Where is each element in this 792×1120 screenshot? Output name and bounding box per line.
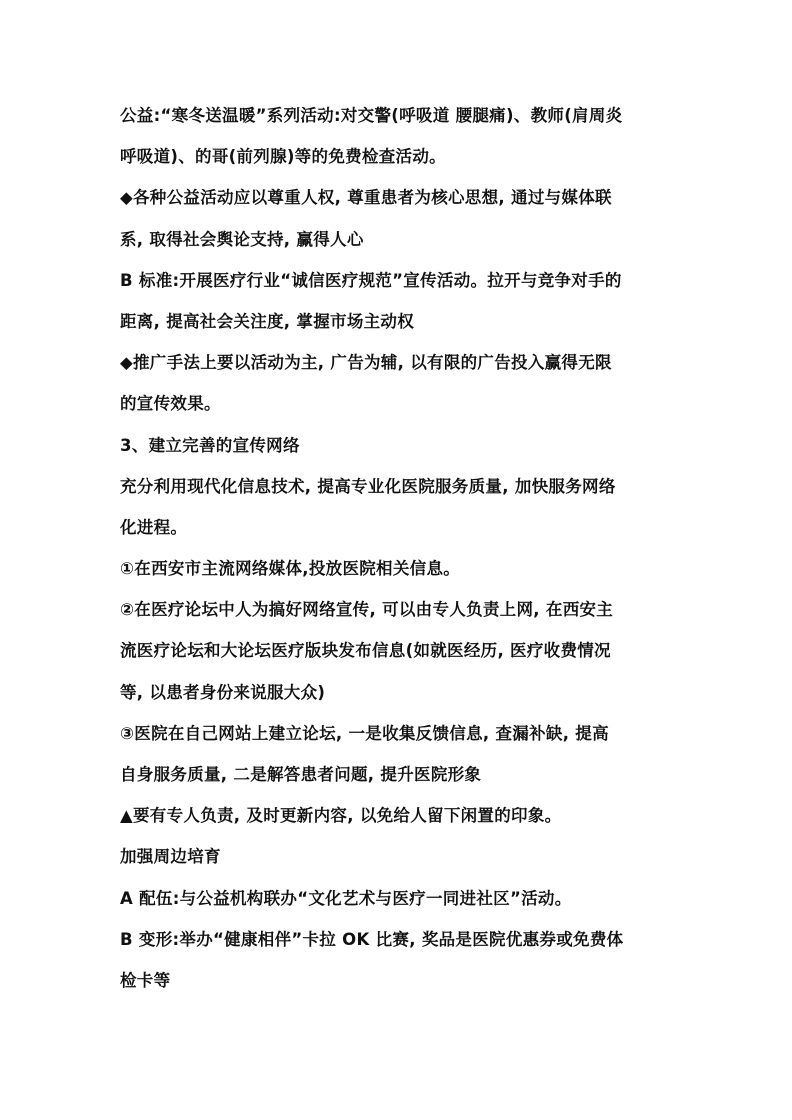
text-line: 公益:“寒冬送温暖”系列活动:对交警(呼吸道 腰腿痛)、教师(肩周炎 — [120, 106, 623, 125]
list-item: ②在医疗论坛中人为搞好网络宣传, 可以由专人负责上网, 在西安主 — [120, 600, 614, 620]
text-line: B 标准:开展医疗行业“诚信医疗规范”宣传活动。拉开与竞争对手的 — [120, 270, 622, 290]
text-line: ▲要有专人负责, 及时更新内容, 以免给人留下闲置的印象。 — [120, 806, 562, 826]
text-line: 自身服务质量, 二是解答患者问题, 提升医院形象 — [120, 765, 482, 784]
section-heading: 3、建立完善的宣传网络 — [120, 435, 300, 455]
text-line: 检卡等 — [120, 970, 171, 990]
text-line: 流医疗论坛和大论坛医疗版块发布信息(如就医经历, 医疗收费情况 — [120, 641, 611, 661]
text-line: 系, 取得社会舆论支持, 赢得人心 — [120, 229, 364, 249]
text-line: ◆推广手法上要以活动为主, 广告为辅, 以有限的广告投入赢得无限 — [120, 353, 612, 373]
text-line: ◆各种公益活动应以尊重人权, 尊重患者为核心思想, 通过与媒体联 — [120, 188, 612, 208]
text-line: 呼吸道)、的哥(前列腺)等的免费检查活动。 — [120, 147, 446, 167]
section-heading: 加强周边培育 — [120, 847, 221, 867]
text-line: A 配伍:与公益机构联办“文化艺术与医疗一同进社区”活动。 — [120, 888, 572, 908]
text-line: 化进程。 — [120, 517, 188, 537]
text-line: B 变形:举办“健康相伴”卡拉 OK 比赛, 奖品是医院优惠券或免费体 — [120, 929, 624, 949]
list-item: ①在西安市主流网络媒体,投放医院相关信息。 — [120, 559, 461, 579]
text-line: 充分利用现代化信息技术, 提高专业化医院服务质量, 加快服务网络 — [120, 476, 616, 496]
text-line: 等, 以患者身份来说服大众) — [120, 682, 326, 702]
text-line: 距离, 提高社会关注度, 掌握市场主动权 — [120, 311, 415, 331]
text-line: 的宣传效果。 — [120, 394, 221, 414]
list-item: ③医院在自己网站上建立论坛, 一是收集反馈信息, 查漏补缺, 提高 — [120, 723, 609, 743]
document-body — [120, 95, 680, 1001]
